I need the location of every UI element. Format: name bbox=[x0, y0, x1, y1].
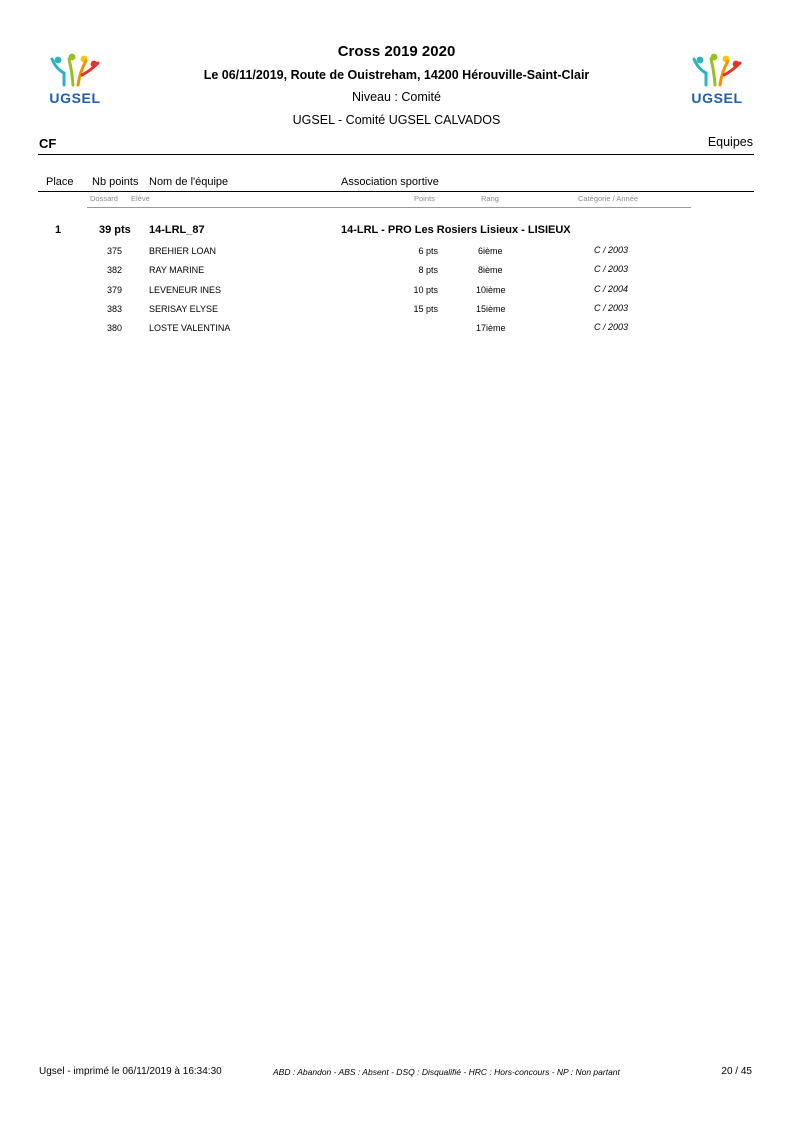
section-category: CF bbox=[39, 136, 57, 151]
member-name: LEVENEUR INES bbox=[149, 285, 222, 295]
member-points: 6 pts bbox=[418, 246, 438, 256]
print-timestamp: Ugsel - imprimé le 06/11/2019 à 16:34:30 bbox=[39, 1066, 222, 1077]
member-rank: 10ième bbox=[476, 285, 506, 295]
col-header-team: Nom de l'équipe bbox=[149, 176, 229, 188]
team-association: 14-LRL - PRO Les Rosiers Lisieux - LISIEUX bbox=[341, 224, 571, 236]
member-name: BREHIER LOAN bbox=[149, 246, 217, 256]
member-category: C / 2003 bbox=[594, 245, 629, 255]
member-rank: 8ième bbox=[478, 265, 503, 275]
event-date-location: Le 06/11/2019, Route de Ouistreham, 14200 Hérouville-Saint-Clair bbox=[203, 68, 590, 82]
subheader-divider bbox=[87, 207, 691, 208]
member-points: 8 pts bbox=[418, 265, 438, 275]
member-rank: 17ième bbox=[476, 323, 506, 333]
organisation-name: UGSEL - Comité UGSEL CALVADOS bbox=[292, 113, 501, 127]
member-name: RAY MARINE bbox=[149, 265, 205, 275]
section-type: Equipes bbox=[707, 135, 753, 149]
member-bib: 383 bbox=[107, 304, 123, 314]
status-legend: ABD : Abandon - ABS : Absent - DSQ : Disqualifié - HRC : Hors-concours - NP : Non partant bbox=[273, 1067, 620, 1077]
member-bib: 382 bbox=[107, 265, 123, 275]
header-divider bbox=[38, 191, 754, 192]
member-bib: 379 bbox=[107, 285, 123, 295]
col-header-points: Nb points bbox=[92, 176, 139, 188]
member-bib: 380 bbox=[107, 323, 123, 333]
subcol-header-points: Points bbox=[414, 194, 435, 203]
ugsel-logo-text: UGSEL bbox=[49, 90, 101, 106]
member-name: SERISAY ELYSE bbox=[149, 304, 219, 314]
member-category: C / 2004 bbox=[594, 284, 629, 294]
ugsel-logo-text: UGSEL bbox=[691, 90, 743, 106]
page-number: 20 / 45 bbox=[721, 1066, 752, 1077]
member-rank: 15ième bbox=[476, 304, 506, 314]
team-place: 1 bbox=[55, 224, 62, 236]
subcol-header-category: Catégorie / Année bbox=[578, 194, 639, 203]
member-category: C / 2003 bbox=[594, 322, 629, 332]
member-bib: 375 bbox=[107, 246, 123, 256]
team-points: 39 pts bbox=[99, 224, 131, 236]
subcol-header-bib: Dossard bbox=[90, 194, 118, 203]
member-points: 15 pts bbox=[413, 304, 438, 314]
col-header-place: Place bbox=[46, 176, 74, 188]
member-rank: 6ième bbox=[478, 246, 503, 256]
competition-level: Niveau : Comité bbox=[352, 90, 441, 104]
section-divider bbox=[38, 154, 754, 155]
col-header-association: Association sportive bbox=[341, 176, 439, 188]
member-points: 10 pts bbox=[413, 285, 438, 295]
team-name: 14-LRL_87 bbox=[149, 224, 205, 236]
member-category: C / 2003 bbox=[594, 303, 629, 313]
subcol-header-rank: Rang bbox=[481, 194, 499, 203]
member-category: C / 2003 bbox=[594, 264, 629, 274]
member-name: LOSTE VALENTINA bbox=[149, 323, 231, 333]
page-title: Cross 2019 2020 bbox=[337, 43, 456, 60]
subcol-header-student: Elève bbox=[131, 194, 150, 203]
